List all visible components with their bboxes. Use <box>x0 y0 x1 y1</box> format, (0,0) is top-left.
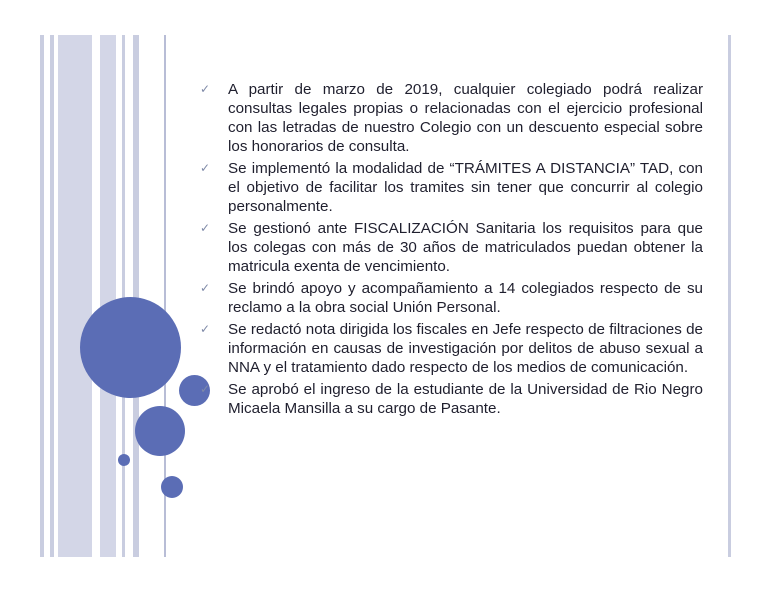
list-item <box>200 279 703 317</box>
checkmark-icon: ✓ <box>200 82 211 96</box>
list-item-text: Se implementó la modalidad de “TRÁMITES A DISTANCIA” TAD, con el objetivo de facilitar los tramites sin tener que concurrir al colegio personalmente. <box>228 160 703 215</box>
list-item-text: Se gestionó ante FISCALIZACIÓN Sanitaria los requisitos para que los colegas con más de 30 años de matriculados puedan obtener la matricula exenta de vencimiento. <box>228 220 703 275</box>
list-item <box>200 80 703 156</box>
bullet-list <box>200 80 703 421</box>
decorative-stripe <box>40 35 44 557</box>
decorative-stripe <box>122 35 125 557</box>
list-item <box>200 219 703 276</box>
list-item-text: A partir de marzo de 2019, cualquier colegiado podrá realizar consultas legales propias o relacionadas con el ejercicio profesional con las letradas de nuestro Colegio con un descuento especial sobre los honorarios de consulta. <box>228 81 703 155</box>
list-item <box>200 320 703 377</box>
checkmark-icon: ✓ <box>200 161 211 175</box>
decorative-circle-tiny <box>118 454 130 466</box>
list-item-text: Se aprobó el ingreso de la estudiante de la Universidad de Rio Negro Micaela Mansilla a su cargo de Pasante. <box>228 381 703 417</box>
decorative-stripe <box>100 35 116 557</box>
decorative-stripe <box>133 35 139 557</box>
checkmark-icon: ✓ <box>200 382 211 396</box>
list-item <box>200 159 703 216</box>
checkmark-icon: ✓ <box>200 281 211 295</box>
list-item-text: Se redactó nota dirigida los fiscales en Jefe respecto de filtraciones de información en causas de investigación por delitos de abuso sexual a NNA y el tratamiento dado respecto de los medios de comunicación. <box>228 321 703 376</box>
decorative-stripe <box>50 35 54 557</box>
checkmark-icon: ✓ <box>200 322 211 336</box>
decorative-circle-large <box>80 297 181 398</box>
checkmark-icon: ✓ <box>200 221 211 235</box>
decorative-circle-small <box>161 476 183 498</box>
list-item-text: Se brindó apoyo y acompañamiento a 14 colegiados respecto de su reclamo a la obra social Unión Personal. <box>228 280 703 316</box>
list-item <box>200 380 703 418</box>
decorative-right-border <box>728 35 731 557</box>
decorative-stripe <box>58 35 92 557</box>
decorative-circle-medium <box>135 406 185 456</box>
